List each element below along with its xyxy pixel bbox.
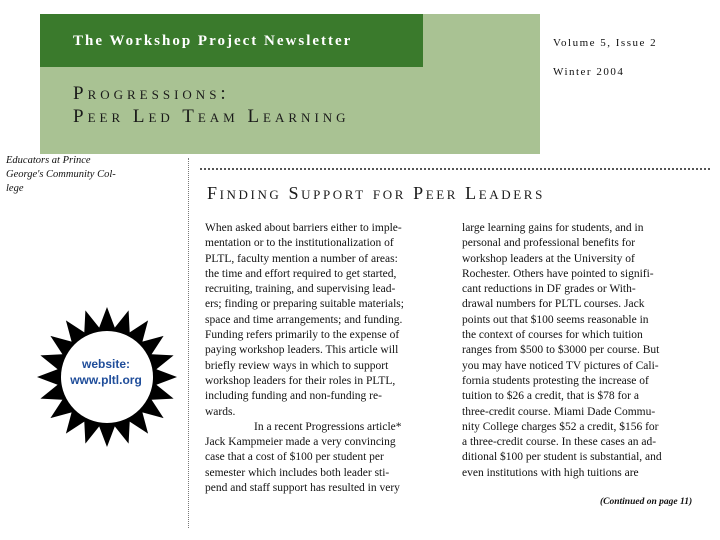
article-column-left <box>205 221 445 496</box>
text-line: workshop leaders at the University of <box>462 252 635 265</box>
text-line: semester which includes both leader sti- <box>205 466 390 479</box>
text-line: you may have noticed TV pictures of Cali- <box>462 359 659 372</box>
text-line: cant reductions in DF grades or With- <box>462 283 636 296</box>
sidebar-line: Educators at Prince <box>6 155 91 166</box>
sidebar-line: George's Community Col- <box>6 169 116 180</box>
text-line: recruiting, training, and supervising lead- <box>205 283 396 296</box>
text-line: briefly review ways in which to support <box>205 359 389 372</box>
series-title-line2: Peer Led Team Learning <box>73 106 350 127</box>
text-line: In a recent Progressions article* <box>254 420 402 433</box>
text-line: large learning gains for students, and in <box>462 222 644 234</box>
text-line: case that a cost of $100 per student per <box>205 451 384 464</box>
text-line: Jack Kampmeier made a very convincing <box>205 436 396 449</box>
sidebar-line: lege <box>6 183 24 194</box>
website-badge-text[interactable] <box>56 356 156 388</box>
text-line: even institutions with high tuitions are <box>462 466 639 479</box>
text-line: the time and effort required to get started, <box>205 267 397 280</box>
text-line: paying workshop leaders. This article will <box>205 344 399 357</box>
series-title-line1: Progressions: <box>73 83 230 104</box>
text-line: ditional $100 per student is substantial, and <box>462 451 662 464</box>
article-title: Finding Support for Peer Leaders <box>207 183 545 203</box>
text-line: including funding and non-funding re- <box>205 390 382 403</box>
text-line: nity College charges $52 a credit, $156 for <box>462 420 659 433</box>
text-line: When asked about barriers either to imple- <box>205 222 402 234</box>
text-line: tuition to $26 a credit, that is $78 for a <box>462 390 639 403</box>
sidebar-text-fragment <box>6 155 156 196</box>
article-rule <box>200 168 710 170</box>
text-line: wards. <box>205 405 236 418</box>
continued-note: (Continued on page 11) <box>600 497 693 507</box>
article-column-right <box>462 221 707 481</box>
text-line: fornia students protesting the increase of <box>462 374 649 387</box>
text-line: a three-credit course. In these cases an ad- <box>462 436 657 449</box>
website-label: website: <box>81 357 130 371</box>
text-line: three-credit course. Miami Dade Commu- <box>462 405 656 418</box>
newsletter-title: The Workshop Project Newsletter <box>73 33 353 49</box>
text-line: PLTL, faculty mention a number of areas: <box>205 252 398 265</box>
text-line: personal and professional benefits for <box>462 237 636 250</box>
text-line: space and time arrangements; and funding. <box>205 313 403 326</box>
volume-issue: Volume 5, Issue 2 <box>553 37 658 49</box>
text-line: Funding refers primarily to the expense of <box>205 329 400 342</box>
text-line: drawal numbers for PLTL courses. Jack <box>462 298 645 311</box>
series-title <box>73 82 350 128</box>
website-url-link[interactable]: www.pltl.org <box>70 373 142 387</box>
text-line: points out that $100 seems reasonable in <box>462 313 649 326</box>
text-line: mentation or to the institutionalization of <box>205 237 394 250</box>
text-line: ers; finding or preparing suitable materials; <box>205 298 404 311</box>
column-divider <box>188 158 189 528</box>
text-line: the context of courses for which tuition <box>462 329 643 342</box>
text-line: Rochester. Others have pointed to signifi- <box>462 267 654 280</box>
text-line: ranges from $500 to $3000 per course. But <box>462 344 660 357</box>
text-line: workshop leaders for their roles in PLTL, <box>205 374 396 387</box>
text-line: pend and staff support has resulted in very <box>205 482 400 495</box>
issue-season: Winter 2004 <box>553 66 625 78</box>
issue-info <box>553 29 657 87</box>
